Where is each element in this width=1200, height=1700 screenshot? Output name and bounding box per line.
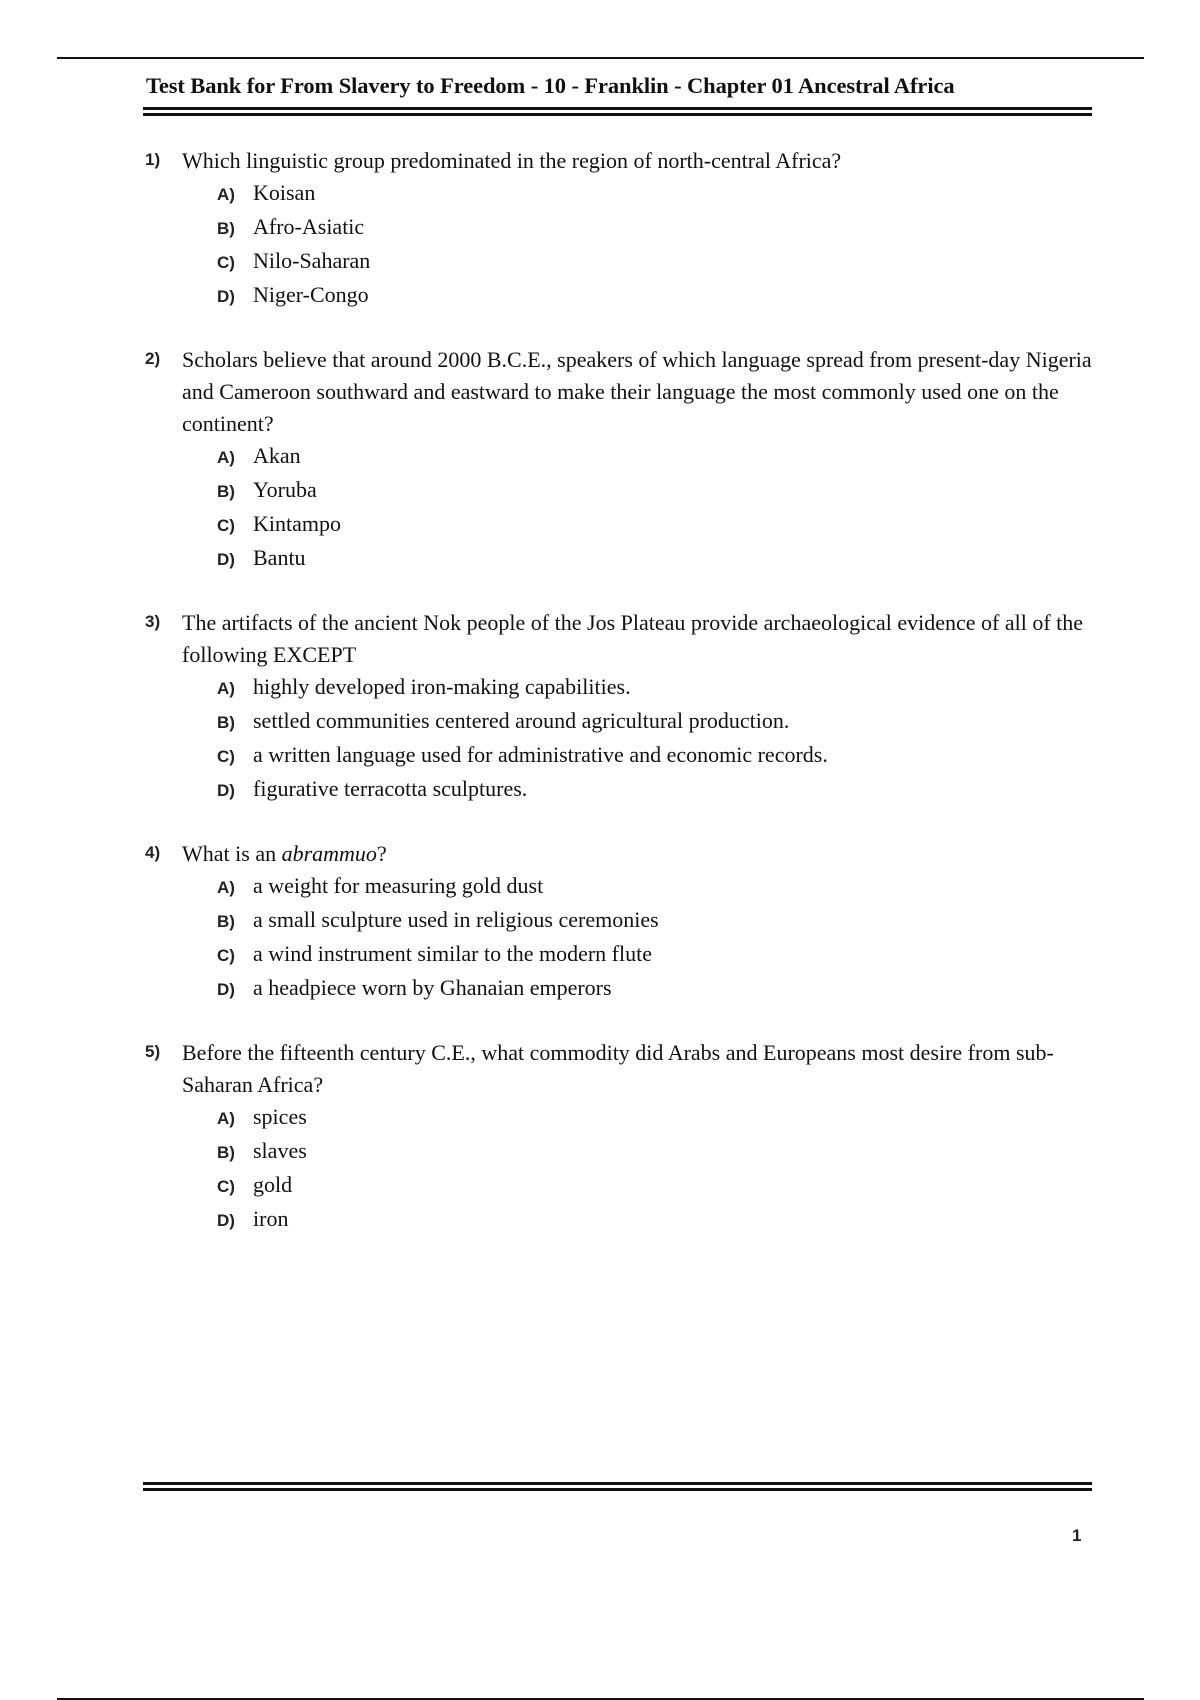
option-letter: D) [217,980,235,999]
question-text [182,838,1095,870]
option-d [217,542,1095,576]
option-letter: C) [217,1177,235,1196]
option-text: figurative terracotta sculptures. [253,776,528,801]
option-c [217,508,1095,542]
option-text: settled communities centered around agricultural production. [253,708,790,733]
question-number: 2) [145,349,161,368]
option-text: Nilo-Saharan [253,248,371,273]
option-letter: D) [217,550,235,569]
option-list [217,177,1095,313]
option-a [217,671,1095,705]
question-text: Which linguistic group predominated in the region of north-central Africa? [182,148,842,173]
option-letter: B) [217,482,235,501]
option-letter: B) [217,713,235,732]
option-text: a headpiece worn by Ghanaian emperors [253,975,612,1000]
option-d [217,972,1095,1006]
question-number: 4) [145,843,161,862]
option-c [217,739,1095,773]
option-text: slaves [253,1138,307,1163]
option-letter: D) [217,287,235,306]
option-letter: A) [217,448,235,467]
option-d [217,1203,1095,1237]
option-letter: C) [217,946,235,965]
option-letter: A) [217,679,235,698]
option-c [217,938,1095,972]
question-5 [145,1037,1095,1237]
option-text: Akan [253,443,301,468]
option-letter: D) [217,1211,235,1230]
question-number: 5) [145,1042,161,1061]
question-4 [145,838,1095,1006]
option-b [217,474,1095,508]
option-text: Koisan [253,180,316,205]
question-2 [145,344,1095,576]
footer-double-rule [143,1482,1092,1491]
option-letter: A) [217,185,235,204]
option-d [217,279,1095,313]
option-a [217,440,1095,474]
option-text: gold [253,1172,293,1197]
option-letter: B) [217,1143,235,1162]
option-text: a small sculpture used in religious ceremonies [253,907,659,932]
option-letter: C) [217,253,235,272]
option-text: Niger-Congo [253,282,369,307]
option-text: iron [253,1206,289,1231]
option-text: a wind instrument similar to the modern flute [253,941,652,966]
option-text: Yoruba [253,477,317,502]
option-a [217,870,1095,904]
option-letter: C) [217,516,235,535]
option-text: Bantu [253,545,306,570]
option-list [217,671,1095,807]
option-text: a written language used for administrative and economic records. [253,742,828,767]
option-b [217,1135,1095,1169]
option-list [217,870,1095,1006]
option-letter: A) [217,878,235,897]
option-list [217,440,1095,576]
question-number: 3) [145,612,161,631]
question-text: Before the fifteenth century C.E., what commodity did Arabs and Europeans most desire from sub-Saharan Africa? [182,1040,1054,1097]
header-double-rule [143,107,1092,116]
option-c [217,1169,1095,1203]
document-title: Test Bank for From Slavery to Freedom - 10 - Franklin - Chapter 01 Ancestral Africa [146,73,955,98]
option-b [217,211,1095,245]
option-c [217,245,1095,279]
italic-term: abrammuo [281,841,377,866]
option-letter: D) [217,781,235,800]
option-letter: B) [217,912,235,931]
top-page-rule [57,57,1144,59]
question-list [145,145,1095,1268]
option-list [217,1101,1095,1237]
question-text: Scholars believe that around 2000 B.C.E., speakers of which language spread from present-day Nigeria and Cameroon southward and eastward to make their language the most commonly used one on the continent? [182,347,1092,436]
option-letter: B) [217,219,235,238]
question-text-suffix: ? [376,841,387,866]
option-a [217,177,1095,211]
option-b [217,705,1095,739]
question-number: 1) [145,150,161,169]
option-d [217,773,1095,807]
question-3 [145,607,1095,807]
option-text: highly developed iron-making capabilities. [253,674,631,699]
option-letter: C) [217,747,235,766]
option-b [217,904,1095,938]
option-text: Kintampo [253,511,341,536]
page-number: 1 [1072,1526,1082,1545]
question-text: The artifacts of the ancient Nok people of the Jos Plateau provide archaeological evidence of all of the following EXCEPT [182,610,1084,667]
option-text: a weight for measuring gold dust [253,873,544,898]
question-text-prefix: What is an [182,841,282,866]
option-a [217,1101,1095,1135]
option-text: spices [253,1104,307,1129]
question-1 [145,145,1095,313]
option-text: Afro-Asiatic [253,214,365,239]
option-letter: A) [217,1109,235,1128]
